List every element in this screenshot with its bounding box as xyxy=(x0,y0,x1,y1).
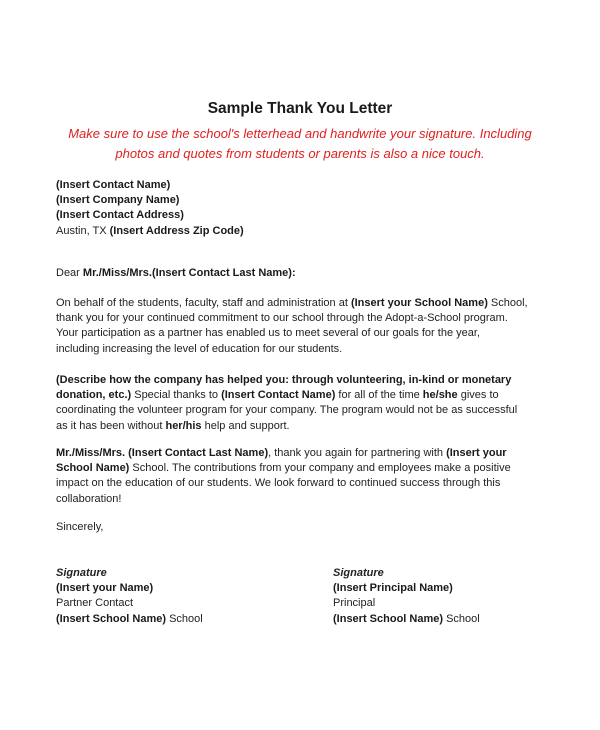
company-name: (Insert Company Name) xyxy=(56,194,180,207)
paragraph-3 xyxy=(56,446,560,507)
p1-text: School, xyxy=(487,297,528,309)
instructions-line-1: Make sure to use the school's letterhead and handwrite your signature. Including xyxy=(68,126,532,141)
p1-line-3: Your participation as a partner has enabled us to meet several of our goals for the year, xyxy=(56,327,480,340)
closing: Sincerely, xyxy=(56,521,104,533)
p2-text: Special thanks to xyxy=(131,389,222,402)
signature-block-principal xyxy=(333,566,480,627)
p2-line-1: (Describe how the company has helped you: through volunteering, in-kind or monetary xyxy=(56,374,512,386)
paragraph-2 xyxy=(56,373,560,434)
letter-instructions xyxy=(40,124,560,164)
p3-contact-name: (Insert Contact Last Name) xyxy=(128,447,269,459)
p2-text: for all of the time xyxy=(335,389,423,402)
p3-salutation: Mr./Miss/Mrs. xyxy=(56,447,129,459)
letter-title: Sample Thank You Letter xyxy=(207,100,393,117)
signer-school-suffix: School xyxy=(166,612,203,625)
instructions-line-2: photos and quotes from students or parents is also a nice touch. xyxy=(115,146,485,161)
signer-school: (Insert School Name) xyxy=(333,612,444,625)
p3-line-4: collaboration! xyxy=(56,492,122,505)
salutation xyxy=(56,266,560,281)
p2-text: as it has been without xyxy=(56,419,166,432)
p3-text: , thank you again for partnering with xyxy=(268,447,447,459)
contact-name: (Insert Contact Name) xyxy=(56,179,171,191)
salutation-name: Mr./Miss/Mrs.(Insert Contact Last Name): xyxy=(82,267,296,279)
p3-school-name: (Insert your xyxy=(446,447,507,459)
p2-pronoun: her/his xyxy=(165,419,202,432)
p1-text: On behalf of the students, faculty, staff and administration at xyxy=(56,297,351,309)
p2-contact-name: (Insert Contact Name) xyxy=(221,389,336,402)
recipient-address xyxy=(56,178,560,239)
salutation-prefix: Dear xyxy=(56,267,83,279)
p3-line-3: impact on the education of our students. We look forward to continued success through this xyxy=(56,477,501,490)
signer-school: (Insert School Name) xyxy=(56,612,167,625)
signer-name: (Insert Principal Name) xyxy=(333,582,453,595)
city-state: Austin, TX xyxy=(56,224,110,237)
p3-text: School. The contributions from your company and employees make a positive xyxy=(129,462,511,475)
signature-label: Signature xyxy=(333,567,384,579)
signature-label: Signature xyxy=(56,567,107,579)
p1-school-name: (Insert your School Name) xyxy=(350,297,488,309)
p2-pronoun: he/she xyxy=(422,389,458,402)
signer-school-suffix: School xyxy=(443,612,480,625)
signature-block-partner xyxy=(56,566,203,627)
p2-line-3: coordinating the volunteer program for your company. The program would not be as successful xyxy=(56,404,518,417)
p3-school-name: School Name) xyxy=(56,462,130,475)
p2-text: help and support. xyxy=(201,419,290,432)
p1-line-4: including increasing the level of education for our students. xyxy=(56,342,343,355)
signer-role: Principal xyxy=(333,597,376,610)
p2-text: gives to xyxy=(457,389,499,402)
zip-code: (Insert Address Zip Code) xyxy=(109,224,244,237)
contact-address: (Insert Contact Address) xyxy=(56,209,184,222)
paragraph-1 xyxy=(56,296,560,357)
p2-bold: donation, etc.) xyxy=(56,389,132,402)
p1-line-2: thank you for your continued commitment to our school through the Adopt-a-School program. xyxy=(56,312,508,325)
signer-name: (Insert your Name) xyxy=(56,582,154,595)
signer-role: Partner Contact xyxy=(56,597,134,610)
